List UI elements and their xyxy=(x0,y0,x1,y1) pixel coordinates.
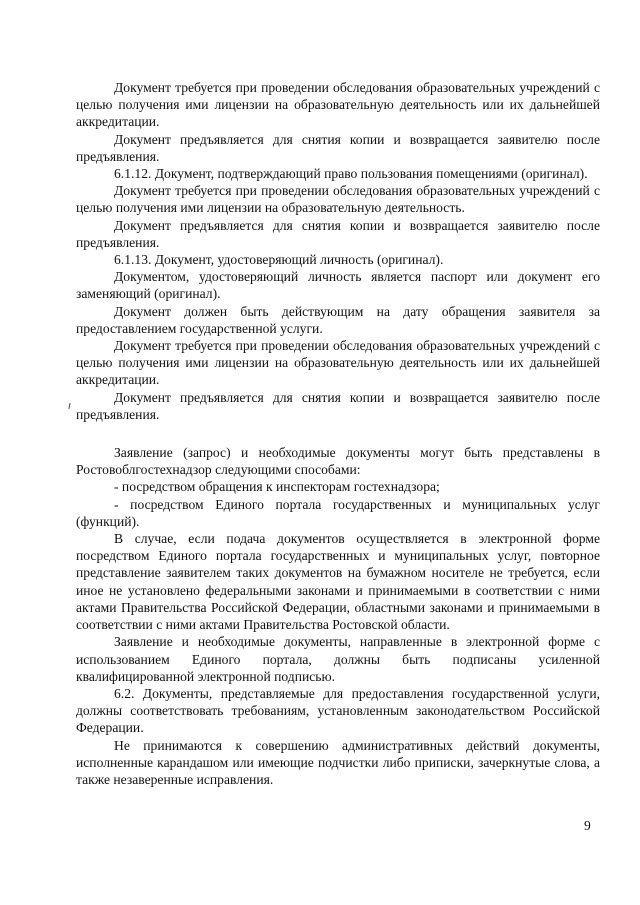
paragraph-1: Документ требуется при проведении обследования образовательных учреждений с целью получения ими лицензии на образовательную деятельность или их дальнейшей аккредитации. xyxy=(76,80,600,130)
section-6-2-paragraph: 6.2. Документы, представляемые для предоставления государственной услуги, должны соответствовать требованиям, установленным законодательством Российской Федерации. xyxy=(76,685,600,736)
submission-methods-intro: Заявление (запрос) и необходимые документы могут быть представлены в Ростовоблгостехнадзор следующими способами: xyxy=(76,445,600,478)
paragraph-gap xyxy=(76,423,600,444)
page-number: 9 xyxy=(584,818,591,833)
rejected-documents-paragraph: Не принимаются к совершению административных действий документы, исполненные карандашом или имеющие подчистки либо приписки, зачеркнутые слова, а также незаверенные исправления. xyxy=(76,737,600,787)
paragraph-2: Документ предъявляется для снятия копии и возвращается заявителю после предъявления. xyxy=(76,131,600,164)
paragraph-7: Документом, удостоверяющий личность является паспорт или документ его заменяющий (оригинал). xyxy=(76,269,600,302)
paragraph-4: Документ требуется при проведении обследования образовательных учреждений с целью получения ими лицензии на образовательную деятельность. xyxy=(76,183,600,216)
paragraph-8: Документ должен быть действующим на дату обращения заявителя за предоставлением государственной услуги. xyxy=(76,303,600,336)
electronic-signature-paragraph: Заявление и необходимые документы, направленные в электронной форме с использованием Единого портала, должны быть подписаны усиленной квалифицированной электронной подписью. xyxy=(76,634,600,684)
list-item-inspectors: - посредством обращения к инспекторам гостехнадзора; xyxy=(114,479,440,495)
paragraph-10: Документ предъявляется для снятия копии и возвращается заявителю после предъявления. xyxy=(76,389,600,422)
document-body xyxy=(76,79,600,788)
paragraph-9: Документ требуется при проведении обследования образовательных учреждений с целью получения ими лицензии на образовательную деятельность или их дальнейшей аккредитации. xyxy=(76,338,600,388)
section-6-1-12-heading: 6.1.12. Документ, подтверждающий право пользования помещениями (оригинал). xyxy=(114,166,588,182)
section-6-1-13-heading: 6.1.13. Документ, удостоверяющий личность (оригинал). xyxy=(114,252,444,268)
paragraph-5: Документ предъявляется для снятия копии и возвращается заявителю после предъявления. xyxy=(76,217,600,250)
margin-mark xyxy=(68,403,70,409)
electronic-submission-paragraph: В случае, если подача документов осуществляется в электронной форме посредством Единого портала государственных и муниципальных услуг, повторное представление заявителем таких документов на бумажном носителе не требуется, если иное не установлено федеральными законами и принимаемыми в соответствии с ними актами Правительства Российской Федерации, областными законами и принимаемыми в соответствии с ними актами Правительства Ростовской области. xyxy=(76,531,600,633)
list-item-portal: - посредством Единого портала государственных и муниципальных услуг (функций). xyxy=(76,496,600,529)
